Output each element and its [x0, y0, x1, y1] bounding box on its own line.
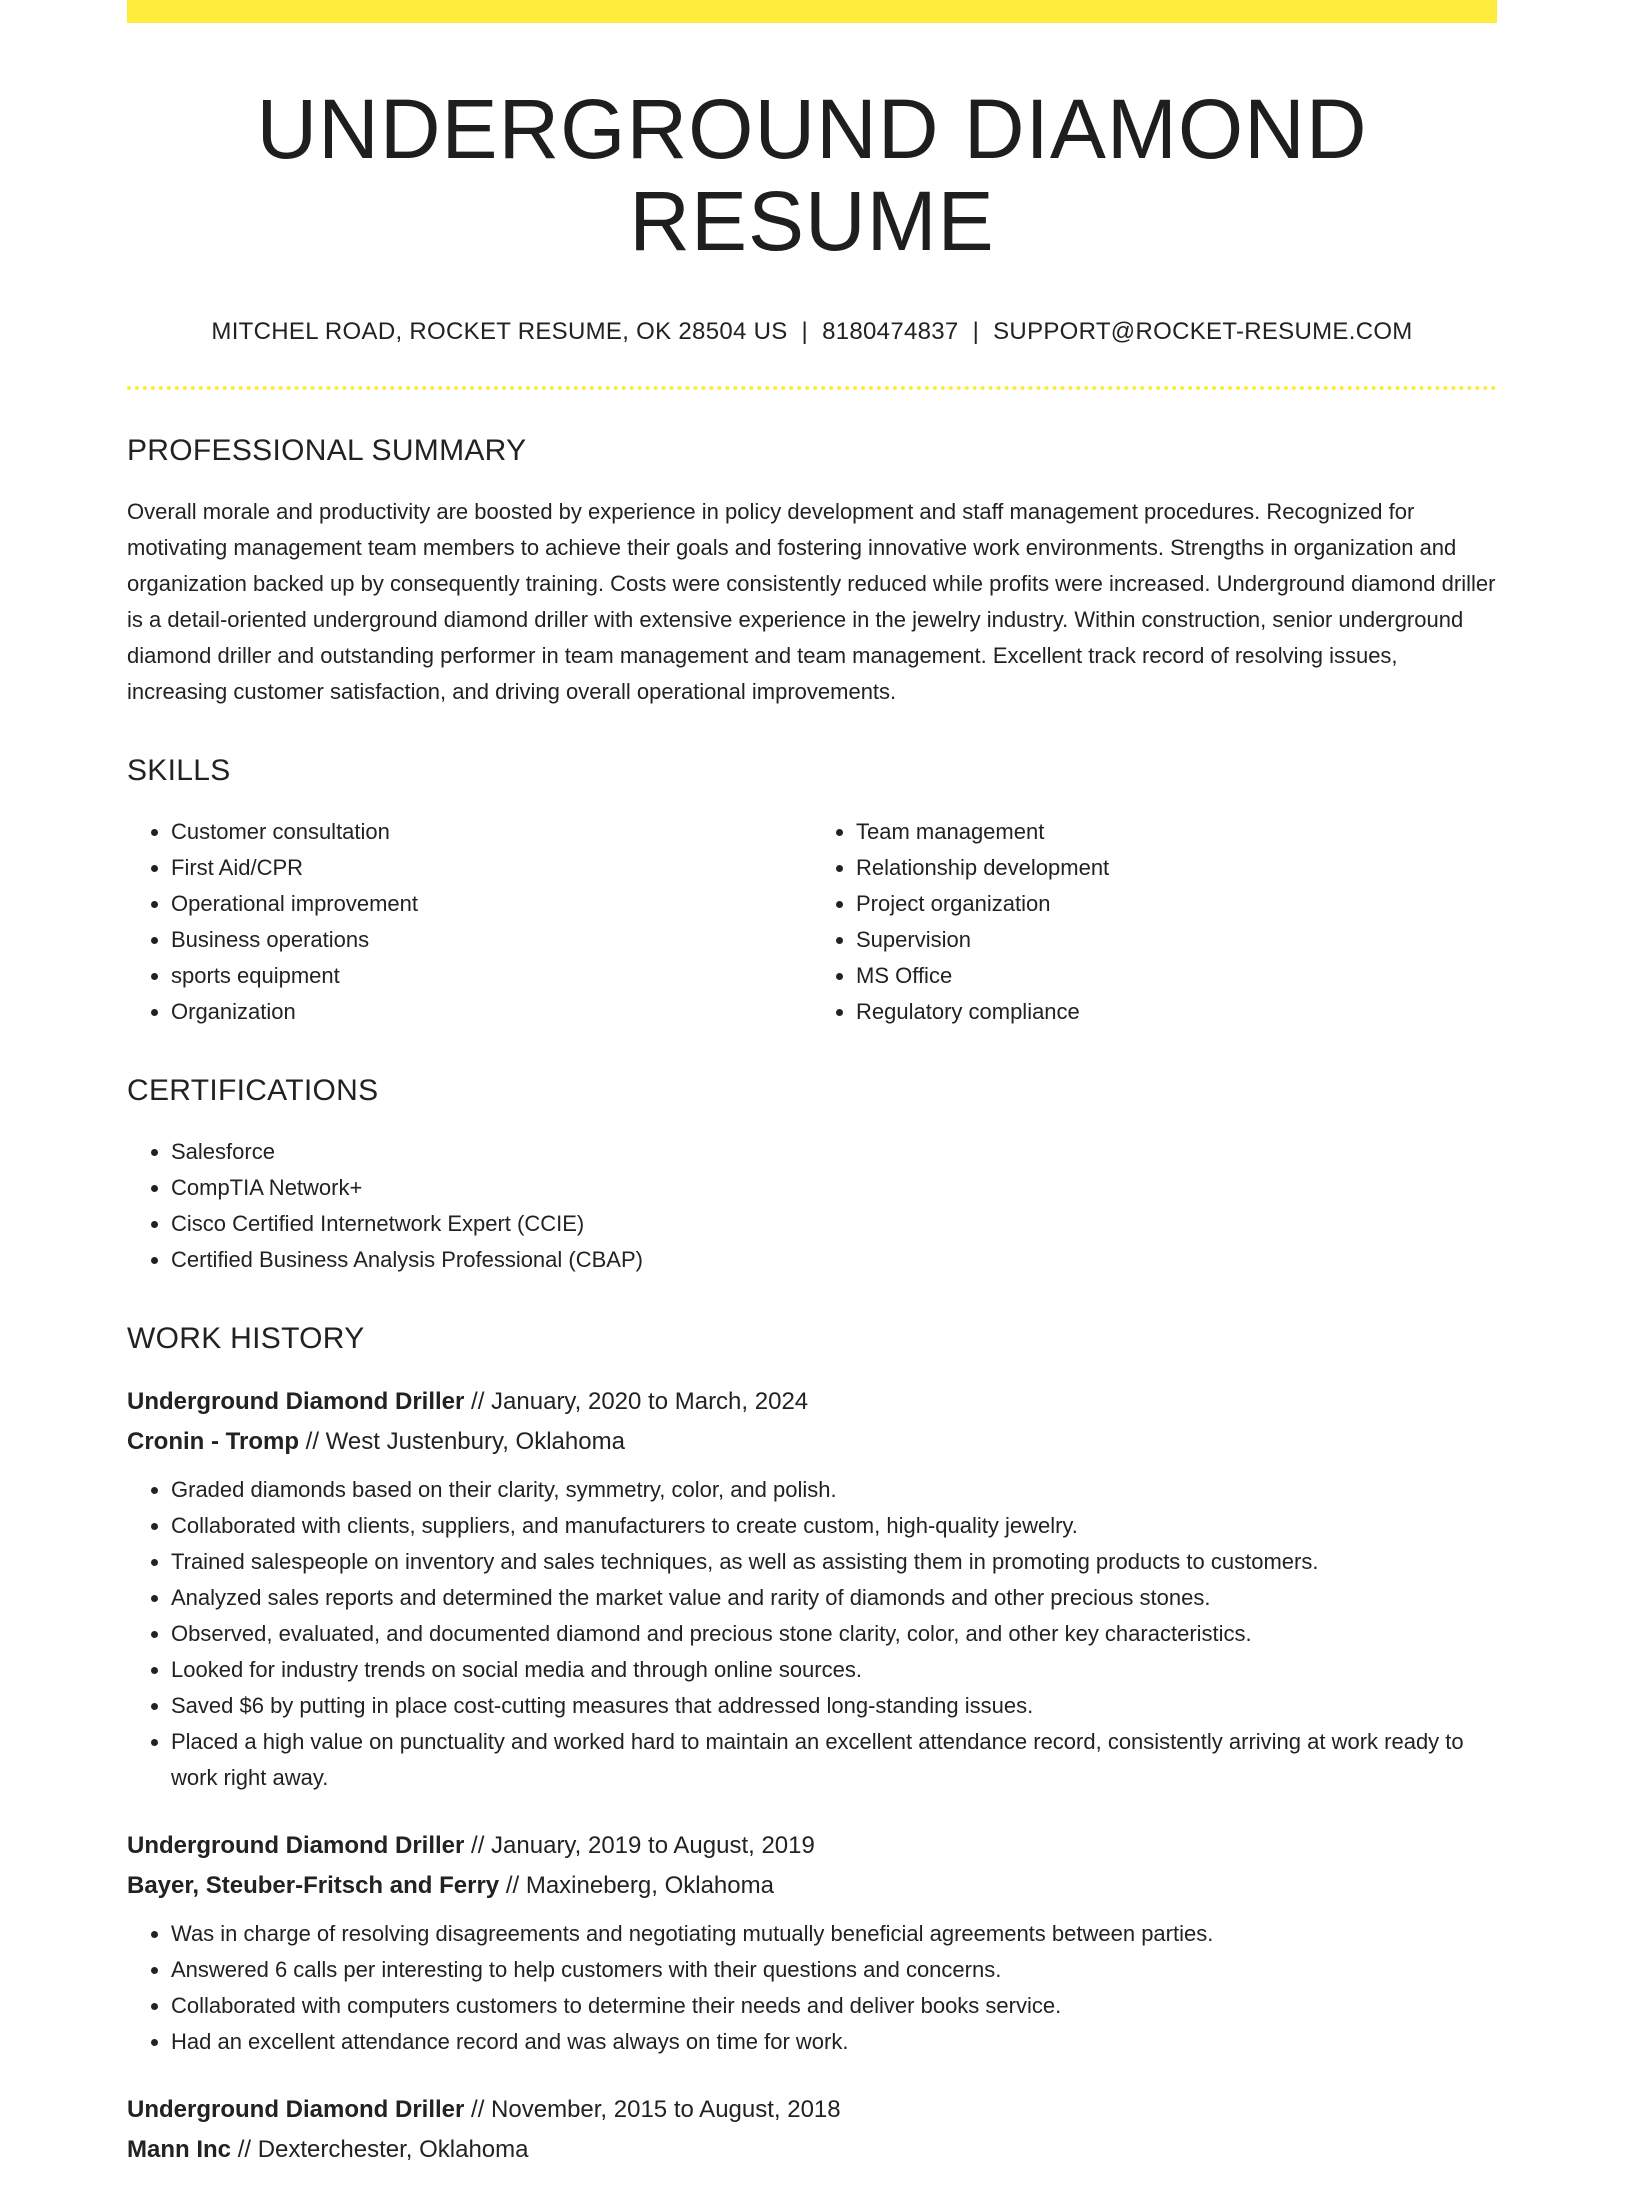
skill-item: • First Aid/CPR [171, 850, 812, 886]
job-entry [127, 2090, 1497, 2170]
resume-name: UNDERGROUND DIAMOND RESUME [256, 82, 1368, 269]
contact-email: SUPPORT@ROCKET-RESUME.COM [993, 317, 1413, 345]
certification-item: • CompTIA Network+ [171, 1170, 1497, 1206]
contact-separator: | [801, 317, 809, 345]
job-title-line [127, 1382, 1497, 1422]
skill-item: • Supervision [856, 922, 1497, 958]
skill-item: • Operational improvement [171, 886, 812, 922]
job-company: Bayer, Steuber-Fritsch and Ferry [127, 1871, 500, 1899]
job-location: West Justenbury, Oklahoma [325, 1427, 625, 1455]
job-bullets [127, 1916, 1497, 2060]
summary-text: Overall morale and productivity are boosted by experience in policy development and staff management procedures. Recognized for motivating management team members to achieve their goals and fostering innovative work environments. Strengths in organization and organization backed up by consequently training. Costs were consistently reduced while profits were increased. Underground diamond driller is a detail-oriented underground diamond driller with extensive experience in the jewelry industry. Within construction, senior underground diamond driller and outstanding performer in team management and team management. Excellent track record of resolving issues, increasing customer satisfaction, and driving overall operational improvements. [127, 498, 1496, 704]
job-dates: January, 2020 to March, 2024 [491, 1387, 809, 1415]
job-entry [127, 1382, 1497, 1796]
job-company-line [127, 1422, 1497, 1462]
job-bullet: • Collaborated with clients, suppliers, and manufacturers to create custom, high-quality jewelry. [171, 1508, 1497, 1544]
skills-columns [127, 814, 1497, 1030]
certification-item: • Salesforce [171, 1134, 1497, 1170]
job-bullet: • Trained salespeople on inventory and sales techniques, as well as assisting them in promoting products to customers. [171, 1544, 1497, 1580]
summary-section [127, 434, 1497, 710]
job-company-line [127, 1866, 1497, 1906]
work-history-section [127, 1322, 1497, 2170]
job-bullet: • Graded diamonds based on their clarity, symmetry, color, and polish. [171, 1472, 1497, 1508]
job-title: Underground Diamond Driller [127, 1831, 465, 1859]
job-bullets [127, 1472, 1497, 1796]
contact-address: MITCHEL ROAD, ROCKET RESUME, OK 28504 US [211, 317, 788, 345]
job-title-line [127, 2090, 1497, 2130]
job-divider: // [471, 1831, 485, 1859]
job-title: Underground Diamond Driller [127, 1387, 465, 1415]
skill-item: • Customer consultation [171, 814, 812, 850]
summary-heading: PROFESSIONAL SUMMARY [127, 433, 527, 467]
job-bullet: • Had an excellent attendance record and was always on time for work. [171, 2024, 1497, 2060]
job-company-line [127, 2130, 1497, 2170]
skill-item: • Organization [171, 994, 812, 1030]
certification-item: • Certified Business Analysis Professional (CBAP) [171, 1242, 1497, 1278]
job-divider: // [505, 1871, 520, 1899]
skills-section [127, 754, 1497, 1030]
skill-item: • Relationship development [856, 850, 1497, 886]
skill-item: • Regulatory compliance [856, 994, 1497, 1030]
job-divider: // [305, 1427, 319, 1455]
skill-item: • Team management [856, 814, 1497, 850]
job-bullet: • Saved $6 by putting in place cost-cutting measures that addressed long-standing issues. [171, 1688, 1497, 1724]
certification-item: • Cisco Certified Internetwork Expert (CCIE) [171, 1206, 1497, 1242]
job-company: Mann Inc [127, 2135, 232, 2163]
work-history-heading: WORK HISTORY [127, 1321, 365, 1355]
job-bullet: • Was in charge of resolving disagreements and negotiating mutually beneficial agreements between parties. [171, 1916, 1497, 1952]
skill-item: • Project organization [856, 886, 1497, 922]
job-divider: // [471, 1387, 485, 1415]
job-bullet: • Collaborated with computers customers to determine their needs and deliver books service. [171, 1988, 1497, 2024]
certifications-heading: CERTIFICATIONS [127, 1073, 379, 1107]
job-bullet: • Answered 6 calls per interesting to help customers with their questions and concerns. [171, 1952, 1497, 1988]
skill-item: • Business operations [171, 922, 812, 958]
job-divider: // [471, 2095, 485, 2123]
job-bullet: • Analyzed sales reports and determined the market value and rarity of diamonds and other precious stones. [171, 1580, 1497, 1616]
skill-item: • sports equipment [171, 958, 812, 994]
job-location: Dexterchester, Oklahoma [257, 2135, 529, 2163]
contact-phone: 8180474837 [822, 317, 959, 345]
skills-list-left [127, 814, 812, 1030]
job-bullet: • Looked for industry trends on social media and through online sources. [171, 1652, 1497, 1688]
skills-heading: SKILLS [127, 753, 231, 787]
skill-item: • MS Office [856, 958, 1497, 994]
resume-page [127, 0, 1497, 2200]
job-entry [127, 1826, 1497, 2060]
certifications-list [127, 1134, 1497, 1278]
job-divider: // [237, 2135, 252, 2163]
job-dates: January, 2019 to August, 2019 [491, 1831, 815, 1859]
top-accent-bar [127, 0, 1497, 23]
contact-line [127, 318, 1497, 346]
skills-list-right [812, 814, 1497, 1030]
job-location: Maxineberg, Oklahoma [525, 1871, 774, 1899]
job-bullet: • Observed, evaluated, and documented diamond and precious stone clarity, color, and other key characteristics. [171, 1616, 1497, 1652]
job-title-line [127, 1826, 1497, 1866]
contact-separator: | [972, 317, 980, 345]
job-dates: November, 2015 to August, 2018 [491, 2095, 841, 2123]
job-company: Cronin - Tromp [127, 1427, 299, 1455]
job-title: Underground Diamond Driller [127, 2095, 465, 2123]
job-bullet: • Placed a high value on punctuality and worked hard to maintain an excellent attendance record, consistently arriving at work ready to work right away. [171, 1724, 1497, 1796]
header-divider [127, 386, 1497, 390]
certifications-section [127, 1074, 1497, 1278]
